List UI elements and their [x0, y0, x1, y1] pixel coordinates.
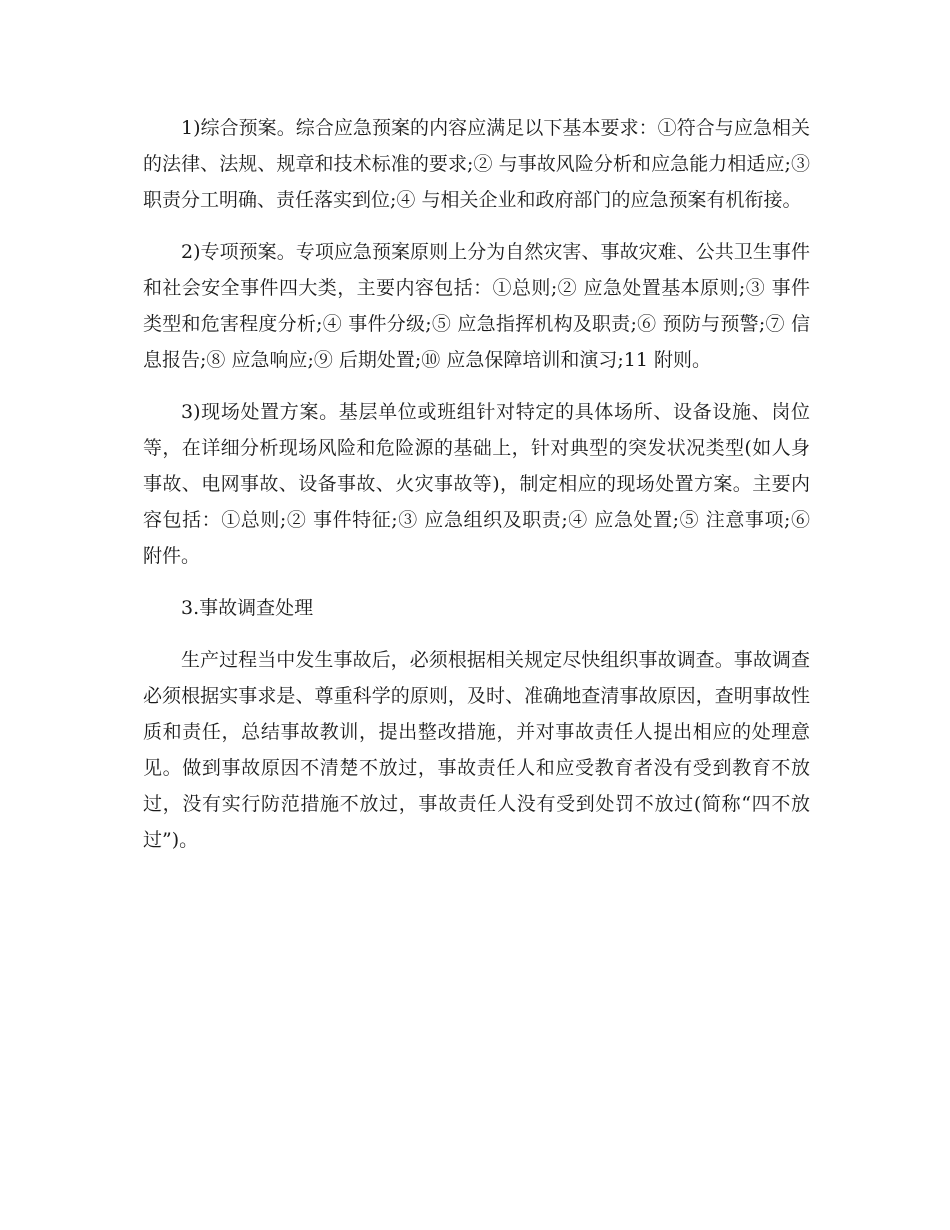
section-heading: 3.事故调查处理 [181, 597, 314, 619]
paragraph-accident-investigation: 生产过程当中发生事故后，必须根据相关规定尽快组织事故调查。事故调查必须根据实事求是、尊重科学的原则，及时、准确地查清事故原因，查明事故性质和责任，总结事故教训，提出整改措施，并对事故责任人提出相应的处理意见。做到事故原因不清楚不放过，事故责任人和应受教育者没有受到教育不放过，没有实行防范措施不放过，事故责任人没有受到处罚不放过(简称“四不放过”)。 [143, 649, 810, 851]
paragraph-onsite-plan: 3)现场处置方案。基层单位或班组针对特定的具体场所、设备设施、岗位等，在详细分析现场风险和危险源的基础上，针对典型的突发状况类型(如人身事故、电网事故、设备事故、火灾事故等)，制定相应的现场处置方案。主要内容包括：①总则;② 事件特征;③ 应急组织及职责;④ 应急处置;⑤ 注意事项;⑥ 附件。 [143, 401, 810, 567]
paragraph-comprehensive-plan: 1)综合预案。综合应急预案的内容应满足以下基本要求：①符合与应急相关的法律、法规、规章和技术标准的要求;② 与事故风险分析和应急能力相适应;③ 职责分工明确、责任落实到位;④ 与相关企业和政府部门的应急预案有机衔接。 [143, 117, 810, 211]
paragraph-special-plan: 2)专项预案。专项应急预案原则上分为自然灾害、事故灾难、公共卫生事件和社会安全事件四大类，主要内容包括：①总则;② 应急处置基本原则;③ 事件类型和危害程度分析;④ 事件分级;⑤ 应急指挥机构及职责;⑥ 预防与预警;⑦ 信息报告;⑧ 应急响应;⑨ 后期处置;⑩ 应急保障培训和演习;11 附则。 [143, 241, 810, 371]
